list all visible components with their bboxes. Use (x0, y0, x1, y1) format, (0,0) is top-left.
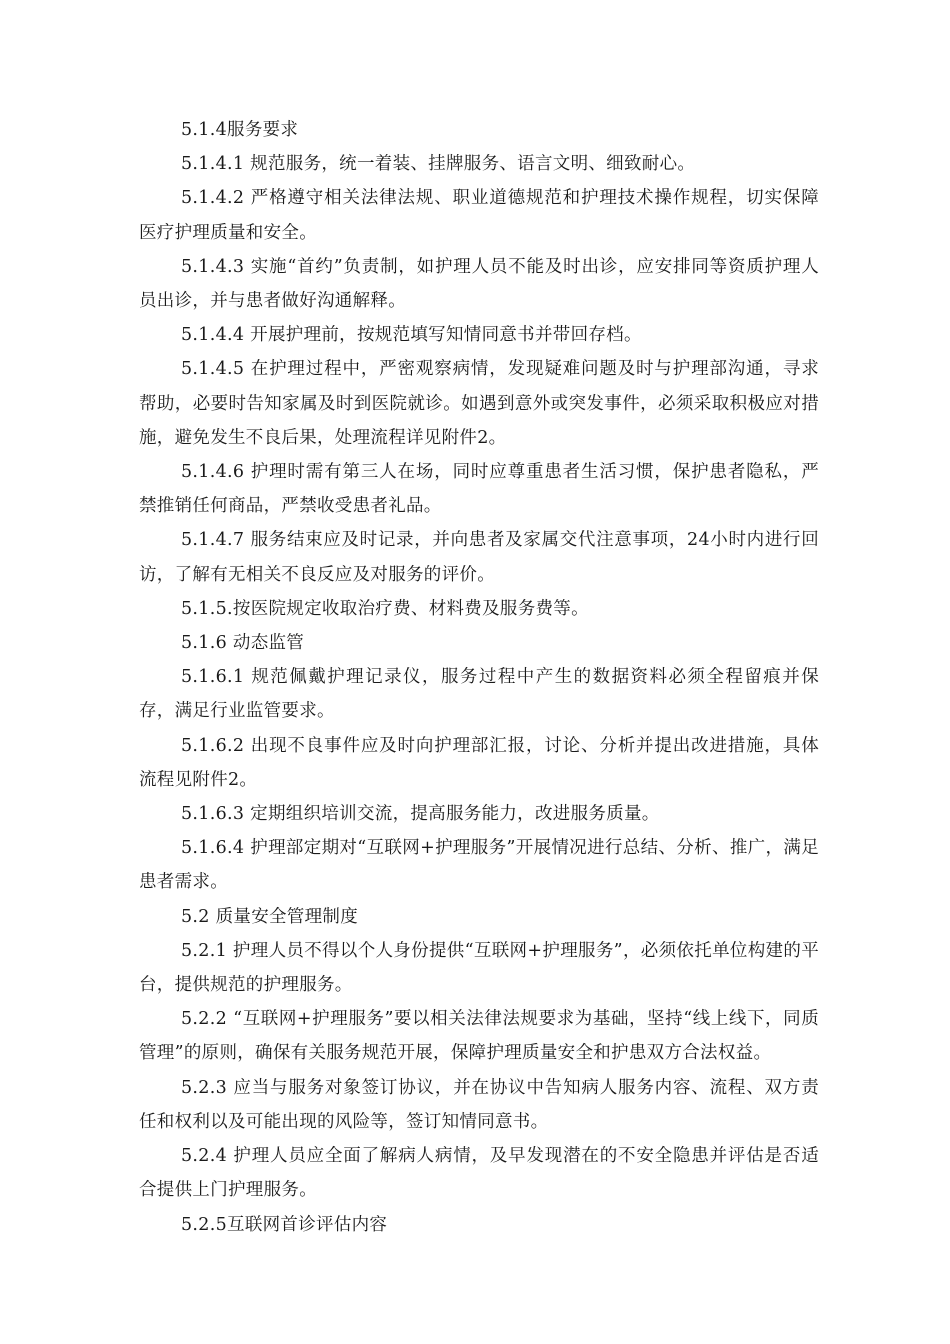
paragraph-5-1-4-2: 5.1.4.2 严格遵守相关法律法规、职业道德规范和护理技术操作规程，切实保障医疗护理质量和安全。 (139, 188, 819, 243)
paragraph-5-1-6-1: 5.1.6.1 规范佩戴护理记录仪，服务过程中产生的数据资料必须全程留痕并保存，满足行业监管要求。 (139, 667, 819, 722)
paragraph-5-1-4-3: 5.1.4.3 实施“首约”负责制，如护理人员不能及时出诊，应安排同等资质护理人员出诊，并与患者做好沟通解释。 (139, 256, 819, 312)
paragraph-5-2-2: 5.2.2 “互联网+护理服务”要以相关法律法规要求为基础，坚持“线上线下，同质管理”的原则，确保有关服务规范开展，保障护理质量安全和护患双方合法权益。 (139, 1009, 819, 1064)
paragraph-5-1-4-4: 5.1.4.4 开展护理前，按规范填写知情同意书并带回存档。 (181, 325, 642, 346)
paragraph-5-1-4-7: 5.1.4.7 服务结束应及时记录，并向患者及家属交代注意事项，24小时内进行回访，了解有无相关不良反应及对服务的评价。 (139, 530, 819, 585)
heading-5-2-5: 5.2.5互联网首诊评估内容 (181, 1214, 388, 1235)
paragraph-5-1-6-2: 5.1.6.2 出现不良事件应及时向护理部汇报，讨论、分析并提出改进措施，具体流程见附件2。 (139, 735, 819, 790)
paragraph-5-1-4-5: 5.1.4.5 在护理过程中，严密观察病情，发现疑难问题及时与护理部沟通，寻求帮助，必要时告知家属及时到医院就诊。如遇到意外或突发事件，必须采取积极应对措施，避免发生不良后果，处理流程详见附件2。 (139, 359, 819, 448)
paragraph-5-2-1: 5.2.1 护理人员不得以个人身份提供“互联网+护理服务”，必须依托单位构建的平台，提供规范的护理服务。 (139, 940, 819, 996)
paragraph-5-1-5: 5.1.5.按医院规定收取治疗费、材料费及服务费等。 (181, 598, 589, 619)
paragraph-5-2-3: 5.2.3 应当与服务对象签订协议，并在协议中告知病人服务内容、流程、双方责任和权利以及可能出现的风险等，签订知情同意书。 (139, 1077, 819, 1132)
paragraph-5-1-4-1: 5.1.4.1 规范服务，统一着装、挂牌服务、语言文明、细致耐心。 (181, 154, 696, 175)
heading-5-1-4: 5.1.4服务要求 (181, 120, 299, 140)
heading-5-1-6: 5.1.6 动态监管 (181, 633, 305, 654)
document-body (139, 113, 819, 1242)
heading-5-2: 5.2 质量安全管理制度 (181, 906, 358, 927)
paragraph-5-2-4: 5.2.4 护理人员应全面了解病人病情，及早发现潜在的不安全隐患并评估是否适合提供上门护理服务。 (139, 1146, 819, 1201)
paragraph-5-1-4-6: 5.1.4.6 护理时需有第三人在场，同时应尊重患者生活习惯，保护患者隐私，严禁推销任何商品，严禁收受患者礼品。 (139, 462, 819, 517)
paragraph-5-1-6-3: 5.1.6.3 定期组织培训交流，提高服务能力，改进服务质量。 (181, 804, 660, 825)
paragraph-5-1-6-4: 5.1.6.4 护理部定期对“互联网+护理服务”开展情况进行总结、分析、推广，满足患者需求。 (139, 838, 819, 893)
